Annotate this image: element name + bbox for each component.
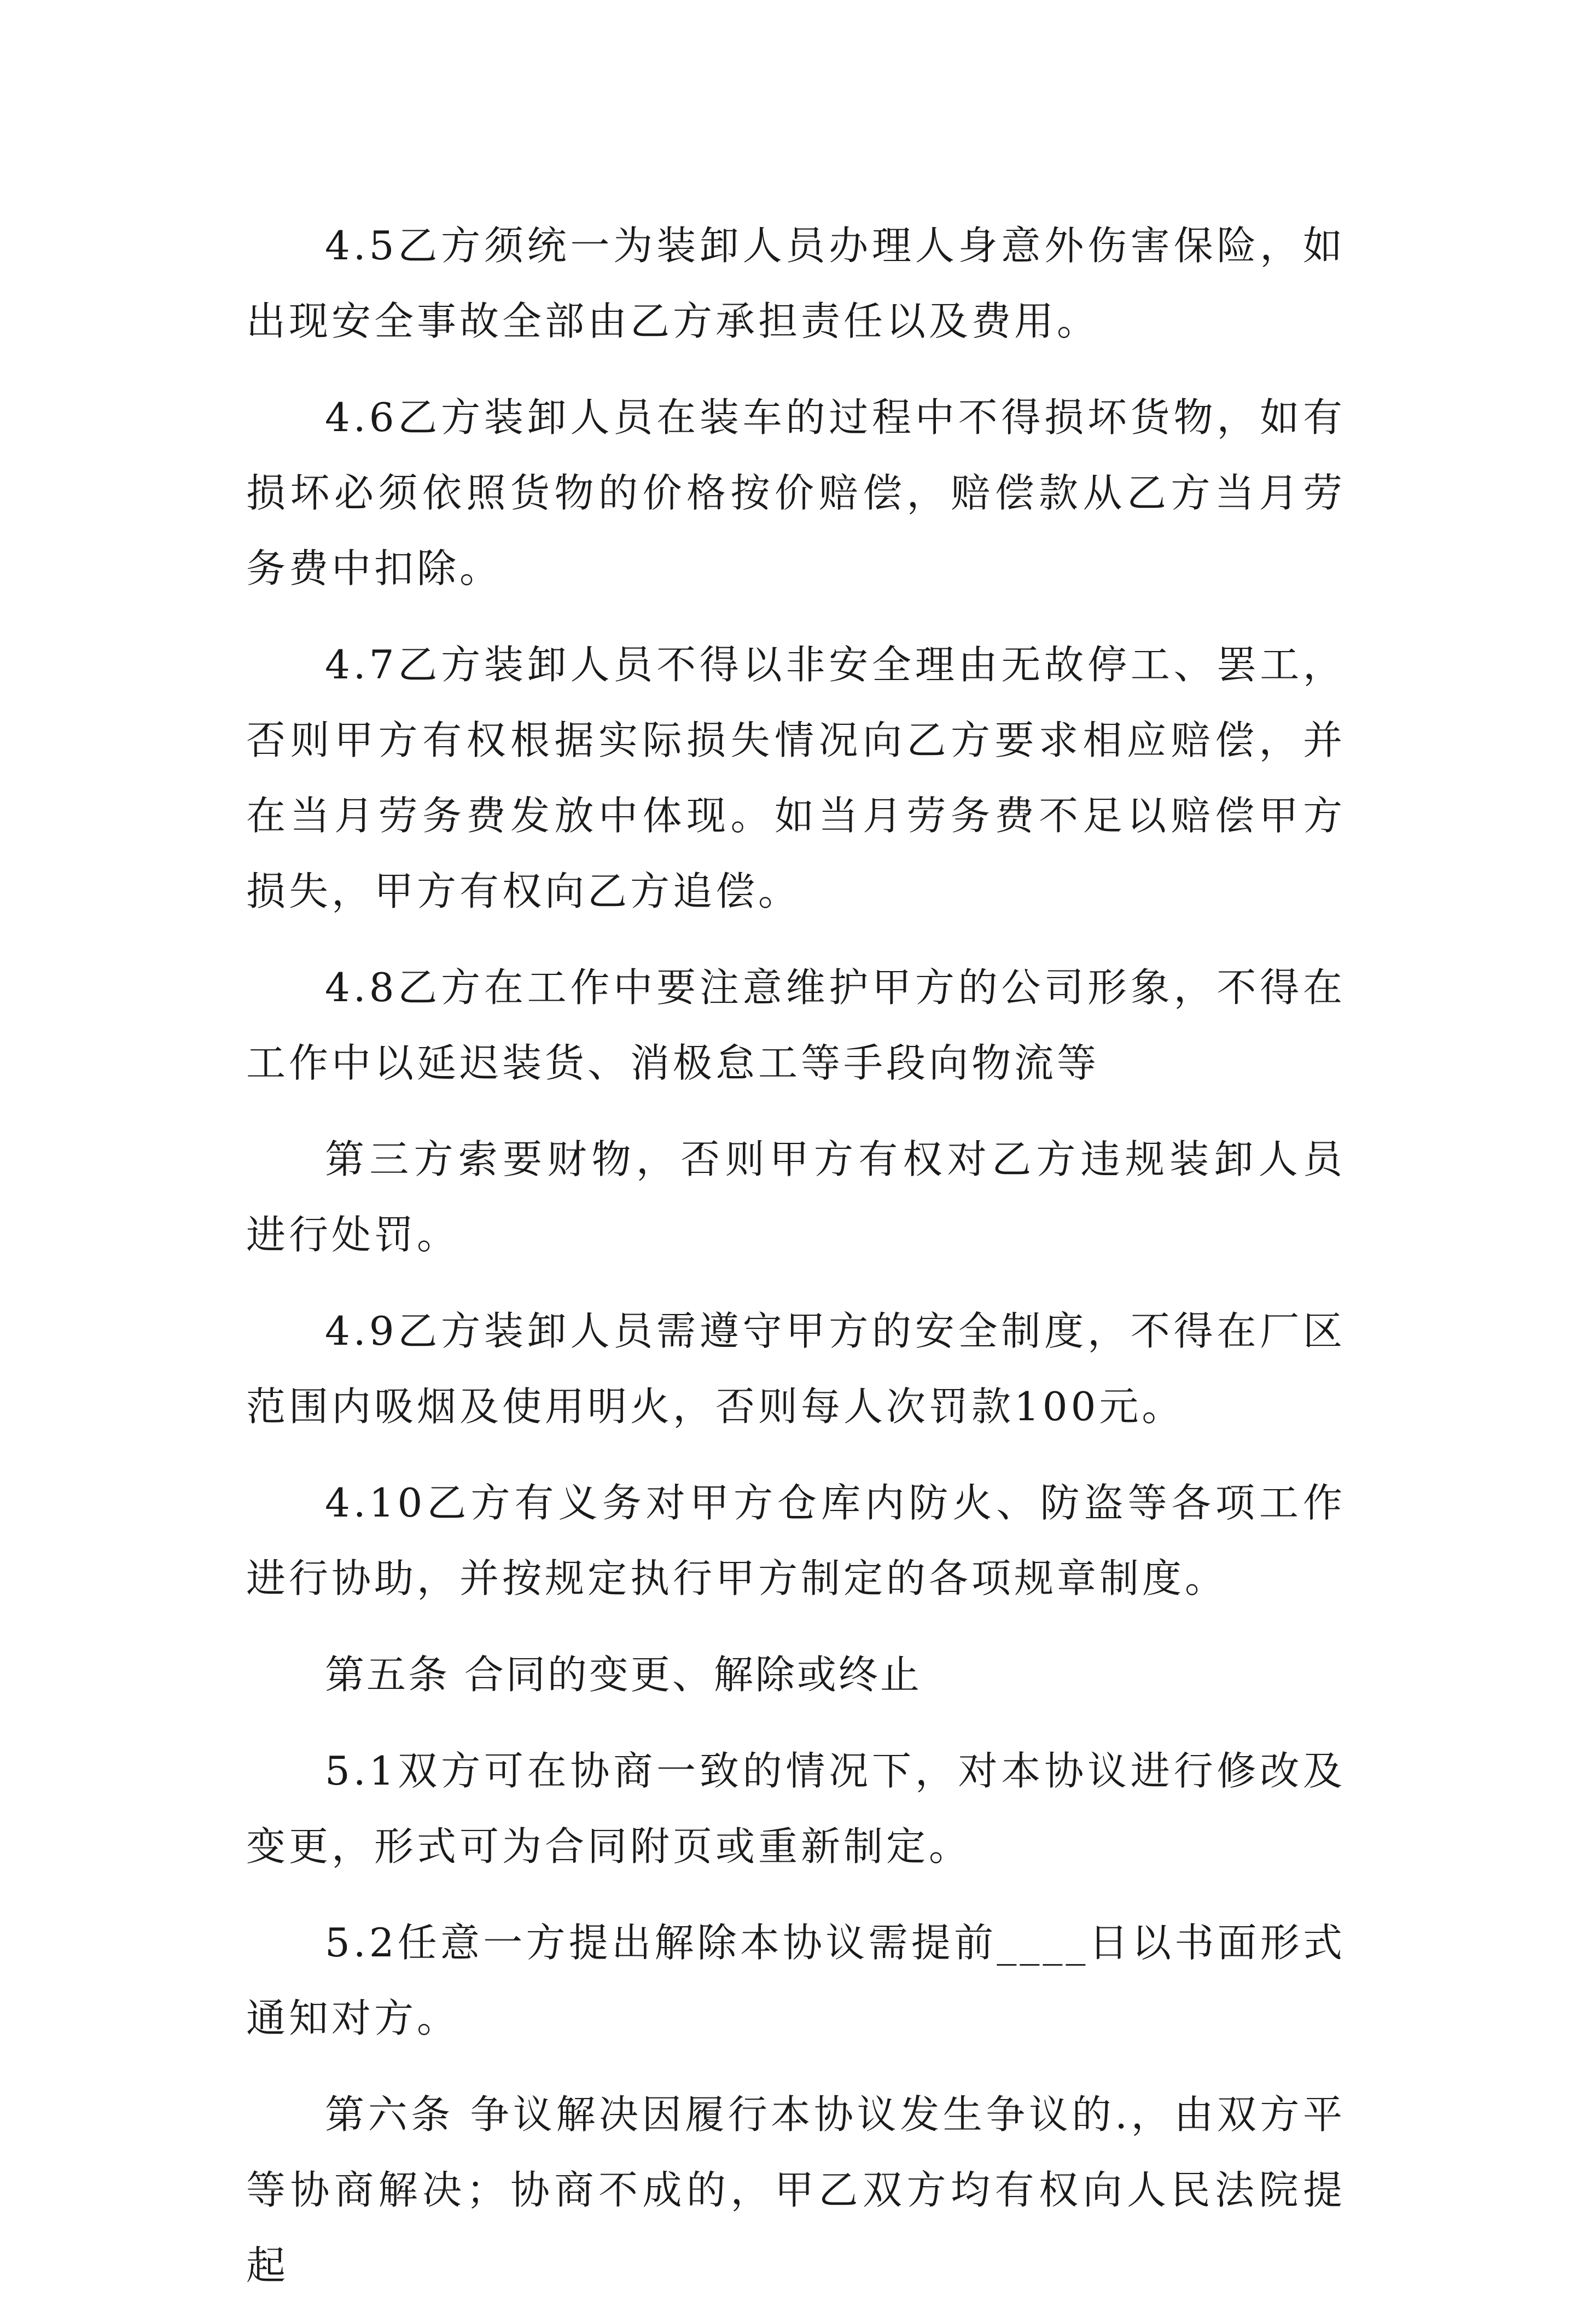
clause-4-7: 4.7乙方装卸人员不得以非安全理由无故停工、罢工，否则甲方有权根据实际损失情况向乙方要求相应赔偿，并在当月劳务费发放中体现。如当月劳务费不足以赔偿甲方损失，甲方有权向乙方追偿。 (246, 642, 1346, 914)
clause-4-6: 4.6乙方装卸人员在装车的过程中不得损坏货物，如有损坏必须依照货物的价格按价赔偿，赔偿款从乙方当月劳务费中扣除。 (246, 394, 1346, 591)
clause-5-2: 5.2任意一方提出解除本协议需提前____日以书面形式通知对方。 (246, 1920, 1346, 2041)
clause-4-8: 4.8乙方在工作中要注意维护甲方的公司形象，不得在工作中以延迟装货、消极怠工等手段向物流等 (246, 965, 1346, 1086)
clause-4-5: 4.5乙方须统一为装卸人员办理人身意外伤害保险，如出现安全事故全部由乙方承担责任以及费用。 (246, 223, 1346, 344)
clause-5-1: 5.1双方可在协商一致的情况下，对本协议进行修改及变更，形式可为合同附页或重新制定。 (246, 1748, 1346, 1869)
clause-4-8-continued: 第三方索要财物，否则甲方有权对乙方违规装卸人员进行处罚。 (246, 1136, 1346, 1258)
document-page (246, 208, 1346, 2324)
clause-4-9: 4.9乙方装卸人员需遵守甲方的安全制度，不得在厂区范围内吸烟及使用明火，否则每人次罚款100元。 (246, 1308, 1346, 1430)
article-5-heading: 第五条 合同的变更、解除或终止 (325, 1652, 922, 1698)
article-6-dispute-resolution: 第六条 争议解决因履行本协议发生争议的.，由双方平等协商解决；协商不成的，甲乙双方均有权向人民法院提起 (246, 2091, 1346, 2288)
clause-4-10: 4.10乙方有义务对甲方仓库内防火、防盗等各项工作进行协助，并按规定执行甲方制定的各项规章制度。 (246, 1480, 1346, 1601)
